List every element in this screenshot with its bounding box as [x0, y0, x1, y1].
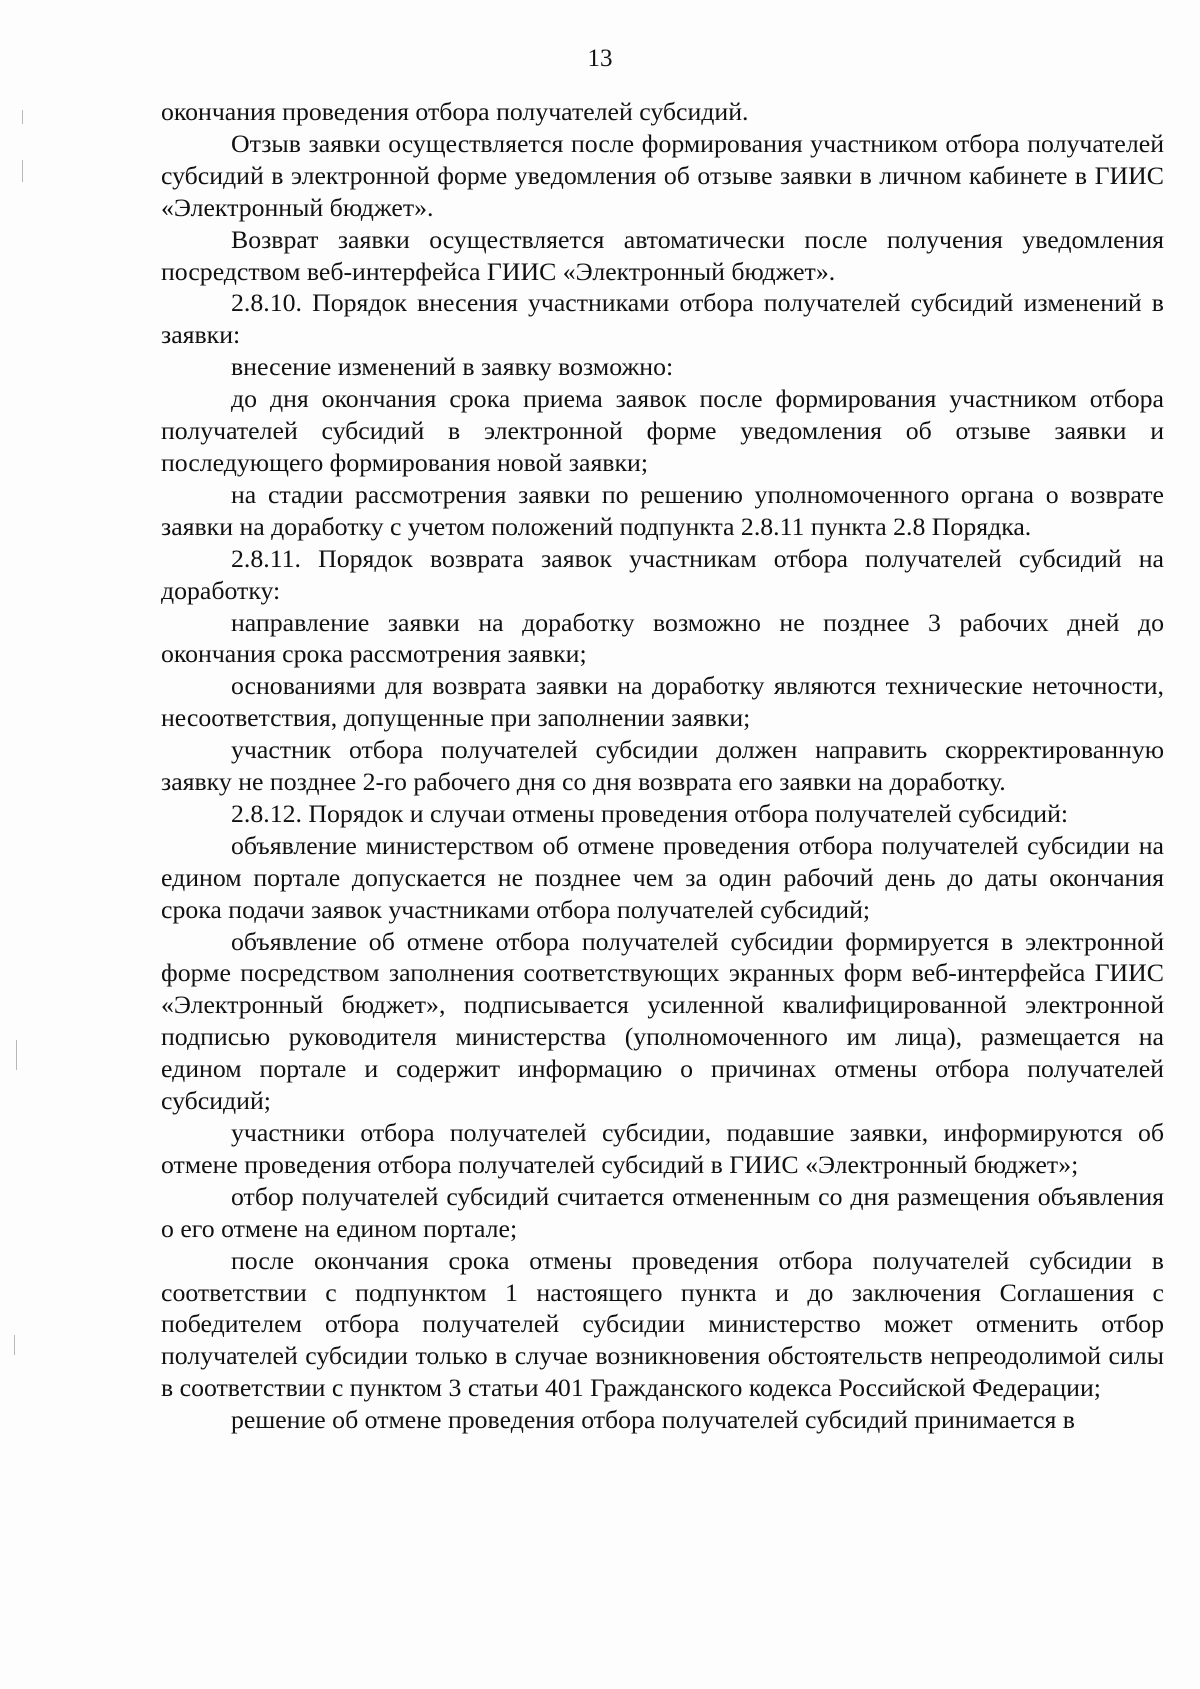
paragraph: объявление об отмене отбора получателей субсидии формируется в электронной форме посредством заполнения соответствующих экранных форм веб-интерфейса ГИИС «Электронный бюджет», подписывается усиленной квалифицированной электронной подписью руководителя министерства (уполномоченного им лица), размещается на едином портале и содержит информацию о причинах отмены отбора получателей субсидий; — [161, 926, 1164, 1116]
paragraph: участник отбора получателей субсидии должен направить скорректированную заявку не позднее 2-го рабочего дня со дня возврата его заявки на доработку. — [161, 735, 1164, 797]
paragraph: Отзыв заявки осуществляется после формирования участником отбора получателей субсидий в электронной форме уведомления об отзыве заявки в личном кабинете в ГИИС «Электронный бюджет». — [161, 128, 1164, 222]
paragraph: решение об отмене проведения отбора получателей субсидий принимается в — [231, 1405, 1075, 1435]
paragraph: на стадии рассмотрения заявки по решению уполномоченного органа о возврате заявки на доработку с учетом положений подпункта 2.8.11 пункта 2.8 Порядка. — [161, 479, 1164, 541]
paragraph: окончания проведения отбора получателей субсидий. — [161, 97, 749, 126]
paragraph: основаниями для возврата заявки на доработку являются технические неточности, несоответствия, допущенные при заполнении заявки; — [161, 671, 1164, 733]
paragraph: до дня окончания срока приема заявок после формирования участником отбора получателей субсидий в электронной форме уведомления об отзыве заявки и последующего формирования новой заявки; — [161, 384, 1164, 477]
scan-artifact — [22, 110, 23, 124]
document-body — [161, 96, 1164, 1436]
paragraph: направление заявки на доработку возможно не позднее 3 рабочих дней до окончания срока рассмотрения заявки; — [161, 607, 1164, 669]
paragraph: отбор получателей субсидий считается отмененным со дня размещения объявления о его отмене на едином портале; — [161, 1181, 1164, 1243]
scan-artifact — [16, 1040, 17, 1070]
scan-artifact — [22, 160, 23, 182]
paragraph: участники отбора получателей субсидии, подавшие заявки, информируются об отмене проведения отбора получателей субсидий в ГИИС «Электронный бюджет»; — [161, 1118, 1164, 1179]
paragraph: объявление министерством об отмене проведения отбора получателей субсидии на едином портале допускается не позднее чем за один рабочий день до даты окончания срока подачи заявок участниками отбора получателей субсидий; — [161, 830, 1164, 924]
section-heading: 2.8.10. Порядок внесения участниками отбора получателей субсидий изменений в заявки: — [161, 288, 1164, 350]
paragraph: после окончания срока отмены проведения отбора получателей субсидии в соответствии с подпунктом 1 настоящего пункта и до заключения Соглашения с победителем отбора получателей субсидии министерство может отменить отбор получателей субсидии только в случае возникновения обстоятельств непреодолимой силы в соответствии с пунктом 3 статьи 401 Гражданского кодекса Российской Федерации; — [161, 1245, 1164, 1403]
paragraph: внесение изменений в заявку возможно: — [231, 352, 674, 382]
paragraph: Возврат заявки осуществляется автоматически после получения уведомления посредством веб-интерфейса ГИИС «Электронный бюджет». — [161, 224, 1164, 286]
section-heading: 2.8.12. Порядок и случаи отмены проведения отбора получателей субсидий: — [231, 798, 1069, 828]
section-heading: 2.8.11. Порядок возврата заявок участникам отбора получателей субсидий на доработку: — [161, 543, 1164, 605]
scan-artifact — [14, 1335, 15, 1355]
page-number: 13 — [587, 45, 613, 72]
